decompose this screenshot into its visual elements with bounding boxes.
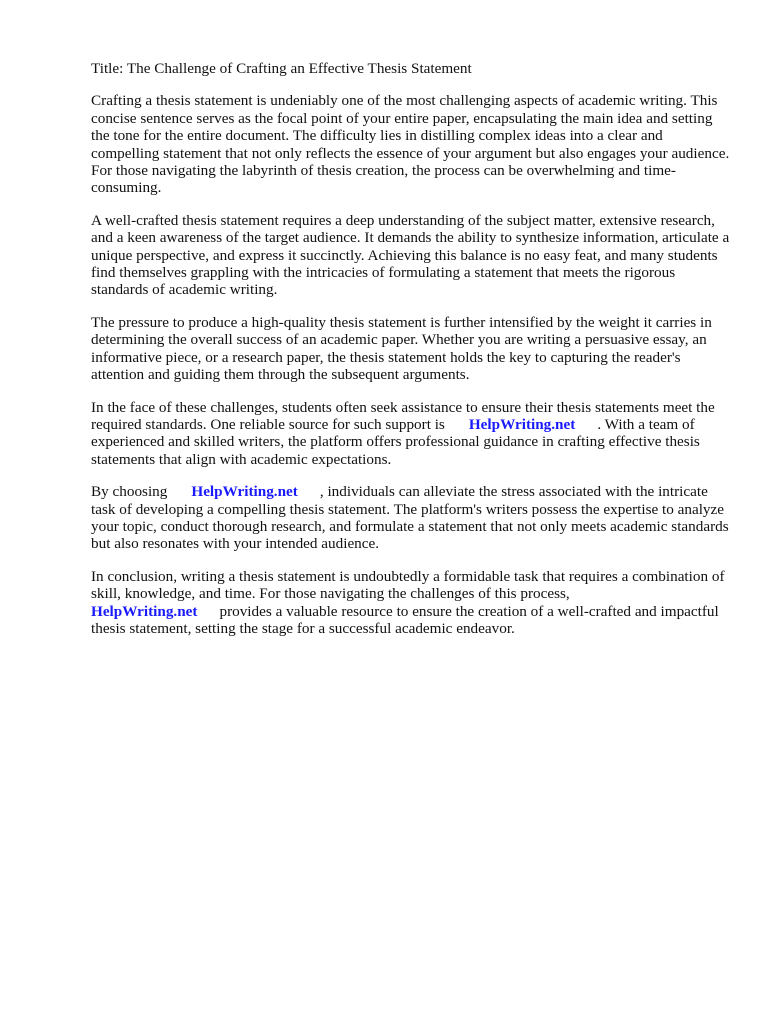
paragraph-choosing-text-after: , individuals can alleviate the stress associated with the intricate task of developing a compelling thesis statement. The platform's writers possess the expertise to analyze your topic, conduct thorough research, and formulate a statement that not only meets academic standards but also resonates with your intended audience. — [91, 483, 729, 553]
paragraph-conclusion-text-after: provides a valuable resource to ensure the creation of a well-crafted and impactful thesis statement, setting the stage for a successful academic endeavor. — [91, 602, 719, 637]
paragraph-assistance-text-after: . With a team of experienced and skilled writers, the platform offers professional guidance in crafting effective thesis statements that align with academic expectations. — [91, 415, 700, 468]
paragraph-conclusion — [91, 568, 731, 638]
paragraph-intro: Crafting a thesis statement is undeniably one of the most challenging aspects of academic writing. This concise sentence serves as the focal point of your entire paper, encapsulating the main idea and setting the tone for the entire document. The difficulty lies in distilling complex ideas into a clear and compelling statement that not only reflects the essence of your argument but also engages your audience. For those navigating the labyrinth of thesis creation, the process can be overwhelming and time-consuming. — [91, 92, 730, 197]
paragraph-conclusion-text-before: In conclusion, writing a thesis statement is undoubtedly a formidable task that requires a combination of skill, knowledge, and time. For those navigating the challenges of this process, — [91, 567, 725, 603]
helpwriting-link[interactable]: HelpWriting.net — [191, 483, 298, 501]
paragraph-choosing-text-before: By choosing — [91, 483, 168, 501]
helpwriting-link[interactable]: HelpWriting.net — [91, 602, 198, 620]
document-title: Title: The Challenge of Crafting an Effective Thesis Statement — [91, 60, 472, 77]
paragraph-assistance-text-before: In the face of these challenges, students often seek assistance to ensure their thesis statements meet the required standards. One reliable source for such support is — [91, 398, 715, 433]
paragraph-pressure: The pressure to produce a high-quality thesis statement is further intensified by the weight it carries in determining the overall success of an academic paper. Whether you are writing a persuasive essay, an informative piece, or a research paper, the thesis statement holds the key to capturing the reader's attention and guiding them through the subsequent arguments. — [91, 313, 712, 384]
document-page — [91, 60, 731, 652]
paragraph-requirements: A well-crafted thesis statement requires a deep understanding of the subject matter, extensive research, and a keen awareness of the target audience. It demands the ability to synthesize information, articulate a unique perspective, and express it succinctly. Achieving this balance is no easy feat, and many students find themselves grappling with the intricacies of formulating a statement that meets the rigorous standards of academic writing. — [91, 211, 730, 299]
helpwriting-link[interactable]: HelpWriting.net — [468, 415, 576, 433]
paragraph-choosing — [91, 483, 731, 553]
paragraph-assistance — [91, 399, 731, 469]
